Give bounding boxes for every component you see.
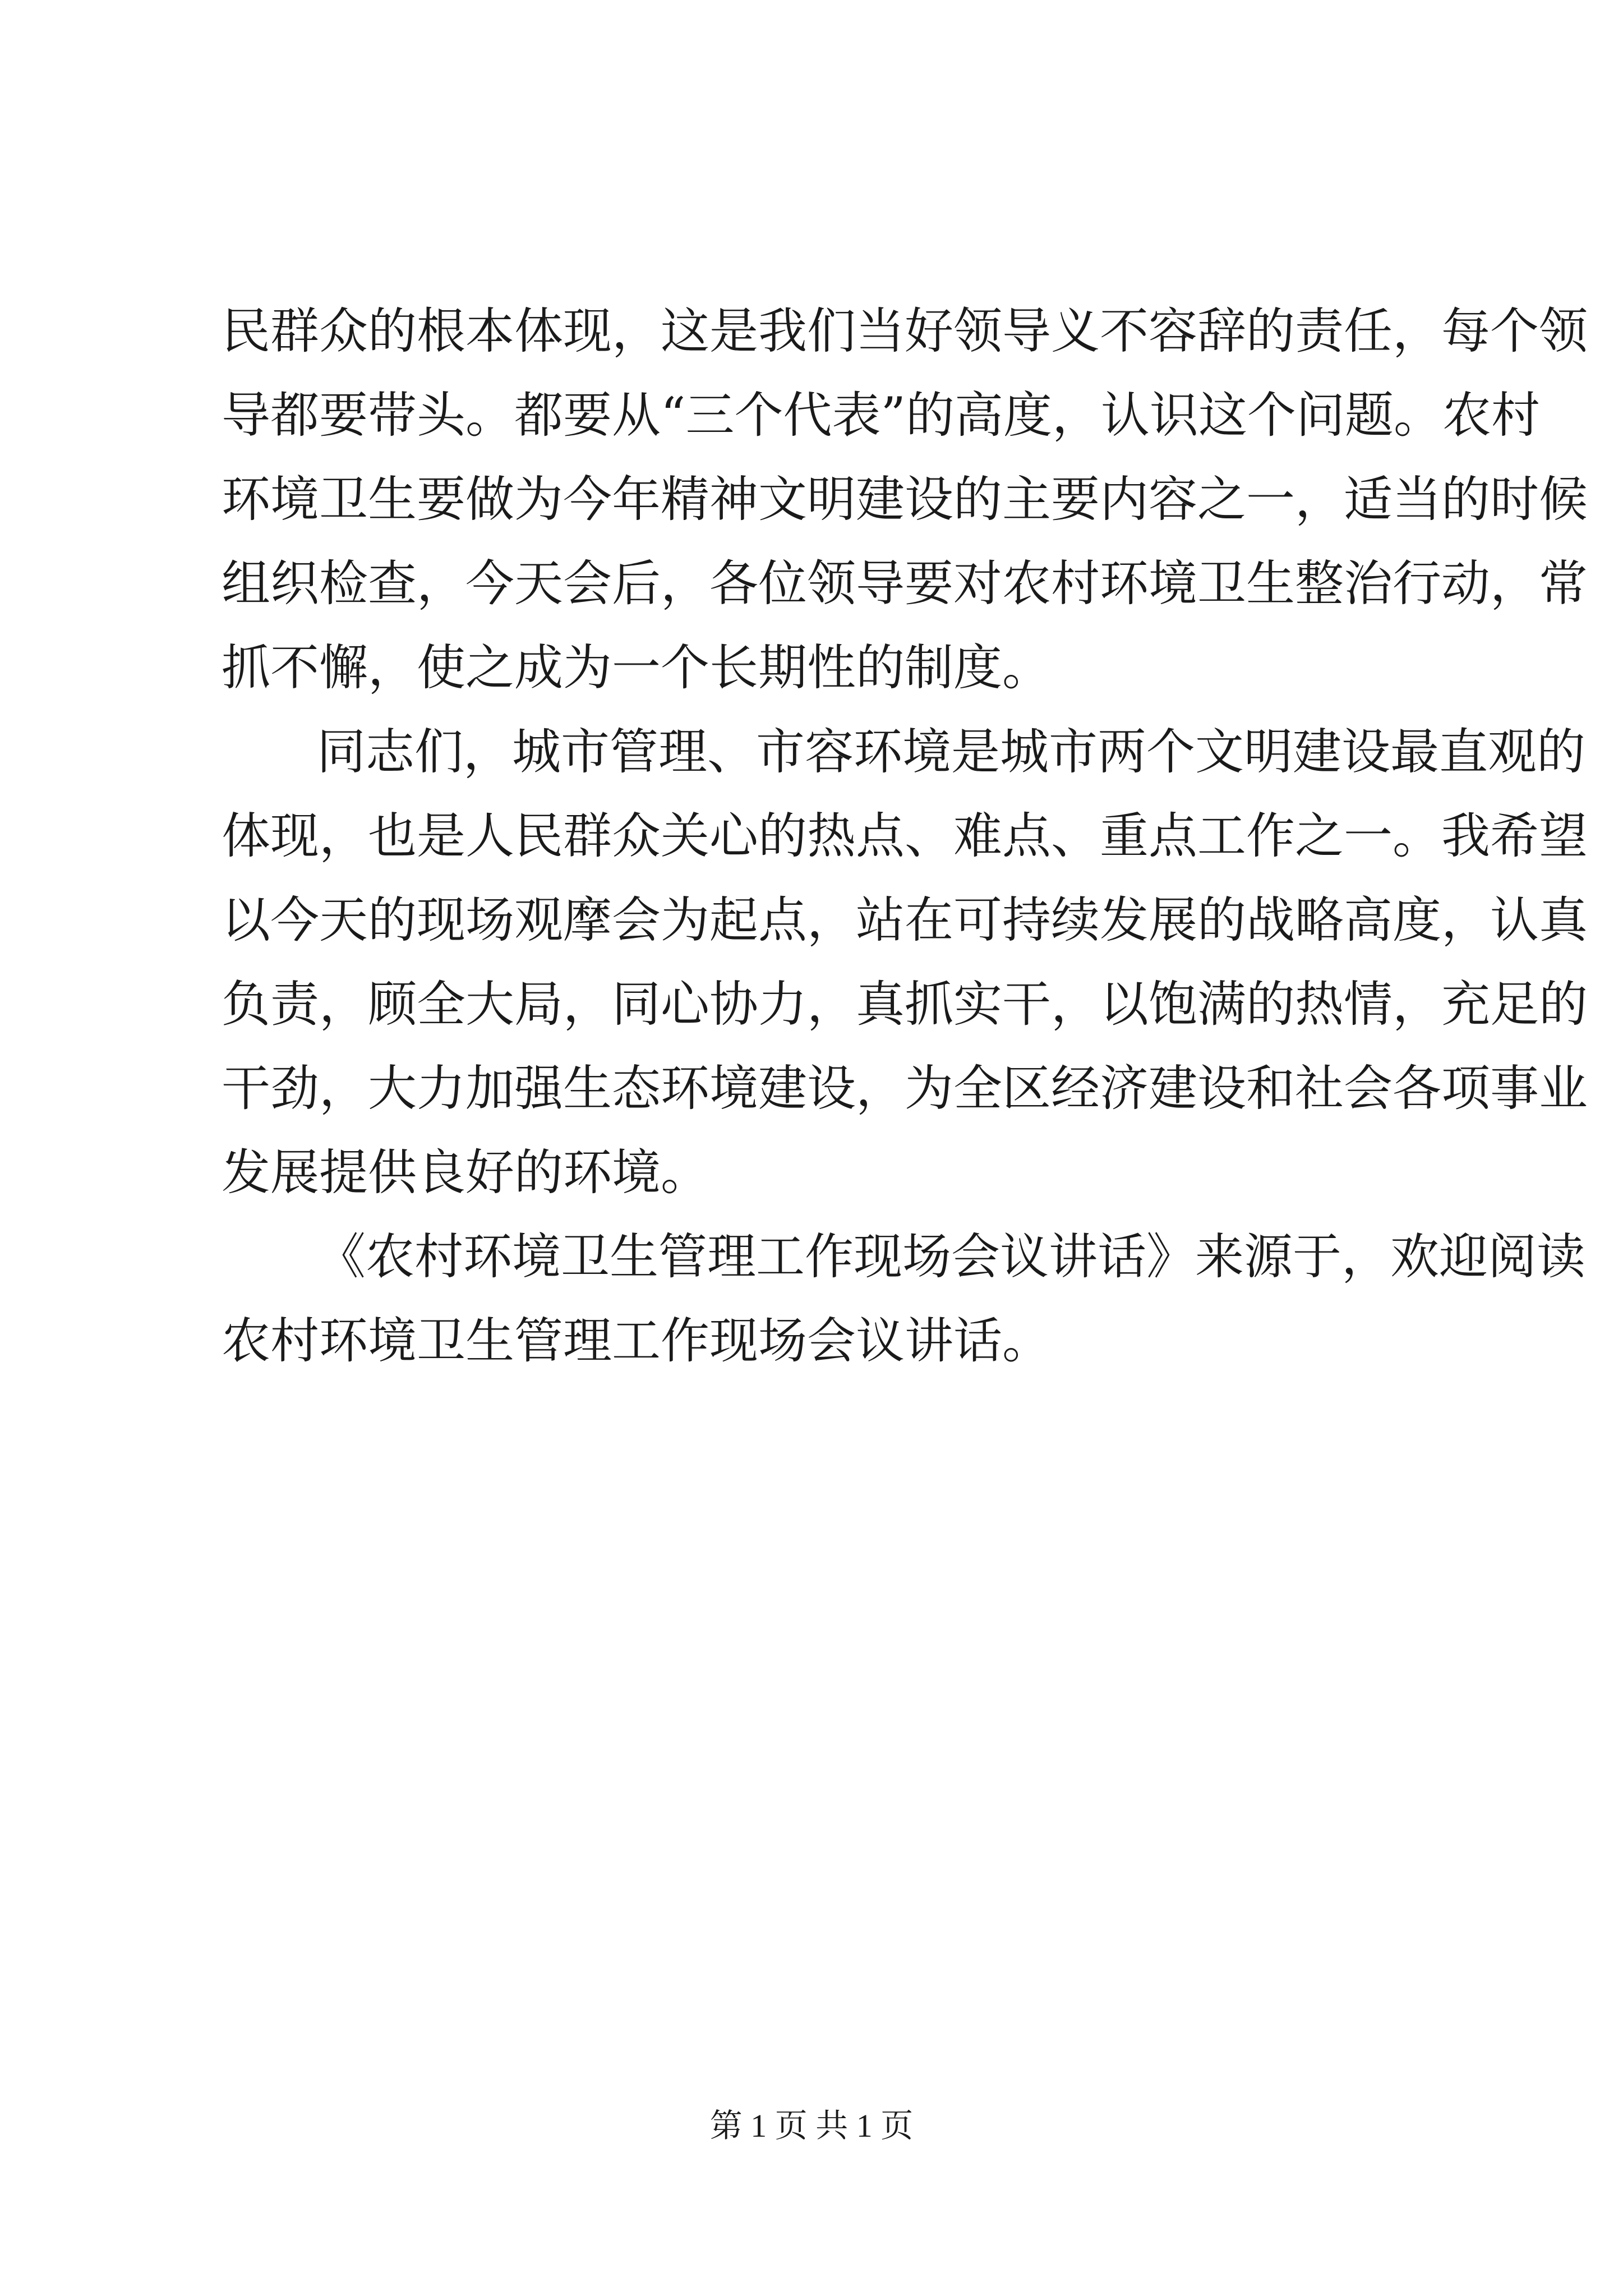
paragraph-1-line-3: 环境卫生要做为今年精神文明建设的主要内容之一，适当的时候	[222, 471, 1588, 528]
paragraph-2-line-5: 干劲，大力加强生态环境建设，为全区经济建设和社会各项事业	[222, 1060, 1588, 1117]
paragraph-1-line-2: 导都要带头。都要从“三个代表”的高度，认识这个问题。农村	[222, 386, 1540, 444]
paragraph-3-line-1: 《农村环境卫生管理工作现场会议讲话》来源于，欢迎阅读	[317, 1228, 1585, 1285]
paragraph-1-line-5: 抓不懈，使之成为一个长期性的制度。	[222, 639, 1051, 696]
paragraph-2-line-6: 发展提供良好的环境。	[222, 1144, 709, 1201]
paragraph-3-line-2: 农村环境卫生管理工作现场会议讲话。	[222, 1312, 1051, 1369]
page-footer: 第 1 页 共 1 页	[709, 2108, 914, 2144]
paragraph-2-line-4: 负责，顾全大局，同心协力，真抓实干，以饱满的热情，充足的	[222, 976, 1588, 1033]
paragraph-2-line-1: 同志们，城市管理、市容环境是城市两个文明建设最直观的	[317, 723, 1585, 780]
paragraph-1-line-1: 民群众的根本体现，这是我们当好领导义不容辞的责任，每个领	[222, 302, 1588, 360]
paragraph-2-line-3: 以今天的现场观摩会为起点，站在可持续发展的战略高度，认真	[222, 891, 1588, 949]
paragraph-2-line-2: 体现，也是人民群众关心的热点、难点、重点工作之一。我希望	[222, 807, 1588, 864]
paragraph-1-line-4: 组织检查，今天会后，各位领导要对农村环境卫生整治行动，常	[222, 555, 1588, 612]
